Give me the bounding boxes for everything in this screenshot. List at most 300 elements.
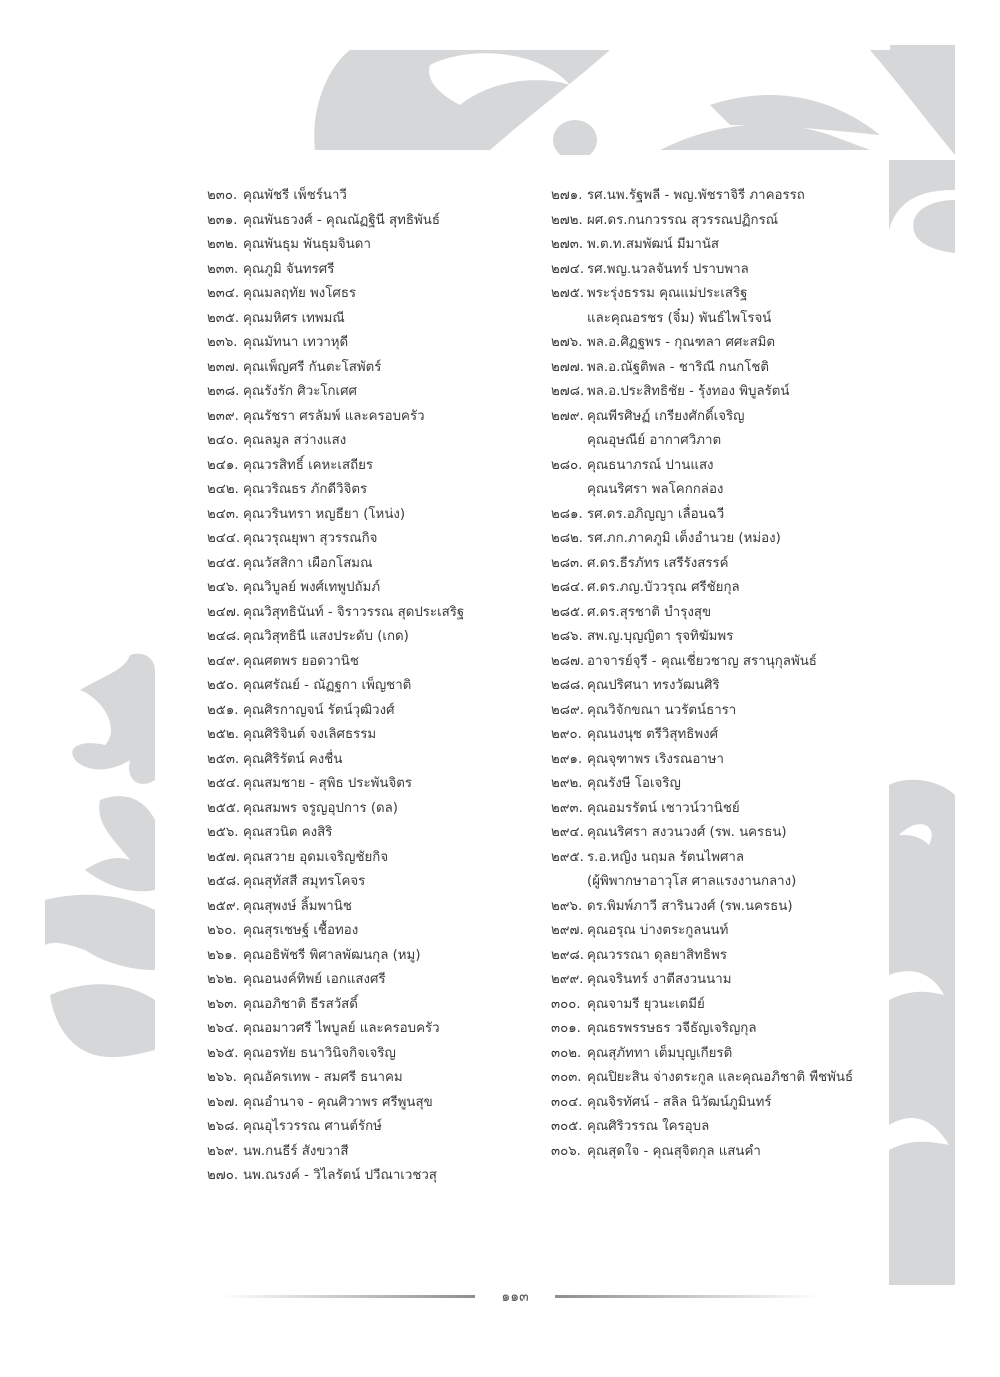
list-item — [551, 1017, 871, 1042]
donor-name: คุณศตพร ยอดวานิช — [243, 653, 359, 669]
item-number: ๒๔๓. — [207, 506, 240, 522]
donor-name: รศ.ภก.ภาคภูมิ เต็งอำนวย (หม่อง) — [587, 531, 781, 546]
donor-name: คุณนริศรา สงวนวงศ์ (รพ. นครธน) — [587, 825, 787, 840]
donor-name: คุณวรินทรา หญธียา (โหน่ง) — [243, 506, 406, 522]
list-item — [551, 772, 871, 797]
list-item — [207, 625, 537, 650]
right-lower-floral-ornament — [889, 775, 955, 1285]
donor-name: รศ.พญ.นวลจันทร์ ปราบพาล — [587, 261, 749, 277]
donor-name: นพ.กนธีร์ สังขวาสี — [243, 1143, 349, 1159]
list-item — [551, 1091, 871, 1116]
list-item — [207, 1115, 537, 1140]
item-number: ๒๗๖. — [551, 335, 583, 350]
donor-name: พล.อ.ณัฐติพล - ชาริณี กนกโชติ — [587, 359, 770, 375]
item-number: ๒๓๒. — [207, 237, 238, 252]
item-names — [243, 1066, 403, 1091]
donor-name: ศ.ดร.ภญ.บัววรุณ ศรีชัยกุล — [587, 580, 740, 595]
item-names — [243, 1115, 382, 1140]
donor-name: คุณจามรี ยุวนะเตมีย์ — [587, 996, 705, 1012]
donor-name: คุณวิบูลย์ พงศ์เทพูปถัมภ์ — [243, 580, 381, 595]
donor-name: พล.อ.ประสิทธิชัย - รุ้งทอง พิบูลรัตน์ — [587, 384, 790, 399]
item-number: ๓๐๐. — [551, 996, 581, 1012]
list-item — [207, 895, 537, 920]
item-names — [587, 1091, 772, 1116]
item-number: ๒๖๔. — [207, 1021, 239, 1036]
item-names — [587, 895, 793, 920]
item-number: ๒๓๔. — [207, 286, 240, 301]
donor-name: คุณมหิศร เทพมณี — [243, 310, 345, 326]
donor-name: คุณวัสสิกา เผือกโสมณ — [243, 555, 373, 571]
donor-name: คุณวิสุทธินันท์ - จิราวรรณ สุดประเสริฐ — [243, 604, 465, 620]
item-names — [587, 1140, 761, 1165]
page-footer — [220, 1286, 820, 1306]
item-names — [587, 282, 771, 331]
item-names — [243, 625, 409, 650]
item-number: ๒๖๖. — [207, 1070, 237, 1085]
list-item — [207, 1140, 537, 1165]
item-number: ๒๕๓. — [207, 751, 240, 767]
donor-name: รศ.ดร.อภิญญา เลื่อนฉวี — [587, 506, 725, 522]
top-floral-ornament — [310, 45, 955, 155]
list-item — [207, 184, 537, 209]
donor-name: คุณมัทนา เทวาหุดี — [243, 335, 349, 350]
item-names — [243, 1017, 440, 1042]
list-item — [551, 258, 871, 283]
list-item — [207, 601, 537, 626]
donor-name: คุณลมูล สว่างแสง — [243, 433, 347, 448]
donor-name: คุณภูมิ จันทรศรี — [243, 261, 335, 277]
page-number: ๑๑๓ — [501, 1289, 529, 1305]
list-item — [207, 1091, 537, 1116]
list-item — [551, 380, 871, 405]
item-number: ๒๖๐. — [207, 923, 237, 938]
item-number: ๒๙๘. — [551, 947, 584, 963]
donor-name: คุณศรัณย์ - ณัฏฐกา เพ็ญชาติ — [243, 678, 412, 693]
item-number: ๒๔๕. — [207, 555, 241, 571]
item-number: ๒๘๗. — [551, 653, 585, 669]
donor-name: คุณนงนุช ตรีวิสุทธิพงศ์ — [587, 727, 719, 742]
item-names — [587, 674, 720, 699]
item-names — [243, 919, 358, 944]
donor-name: คุณอุไรวรรณ ศานต์รักษ์ — [243, 1119, 382, 1134]
item-number: ๒๕๔. — [207, 776, 241, 791]
list-item — [207, 233, 537, 258]
item-names — [243, 846, 388, 871]
item-number: ๒๘๖. — [551, 629, 583, 644]
item-number: ๒๘๐. — [551, 457, 583, 473]
item-names — [587, 576, 740, 601]
list-item — [551, 919, 871, 944]
list-item — [551, 601, 871, 626]
donor-name: และคุณอรชร (จิ๋ม) พันธ์ไพโรจน์ — [587, 310, 772, 326]
list-item — [551, 552, 871, 577]
item-names — [243, 552, 372, 577]
donor-name: ร.อ.หญิง นฤมล รัตนไพศาล — [587, 849, 745, 865]
item-names — [243, 576, 380, 601]
donor-name: คุณอนงค์ทิพย์ เอกแสงศรี — [243, 972, 386, 987]
donor-name: คุณสมพร จรูญอุปการ (ดล) — [243, 800, 398, 816]
item-number: ๒๓๐. — [207, 188, 238, 203]
list-item — [551, 993, 871, 1018]
item-names — [243, 1140, 348, 1165]
item-names — [587, 748, 724, 773]
donor-name: คุณธรพรรษธร วจีธัญเจริญกุล — [587, 1021, 757, 1036]
donor-name: คุณศิรกาญจน์ รัตน์วุฒิวงศ์ — [243, 702, 395, 718]
list-item — [207, 821, 537, 846]
list-item — [551, 821, 871, 846]
item-names — [243, 405, 425, 430]
item-number: ๒๖๙. — [207, 1143, 239, 1159]
donor-name: คุณสุทัสสี สมุทรโคจร — [243, 874, 366, 889]
list-item — [207, 576, 537, 601]
donor-name: คุณวิสุทธินี แสงประดับ (เกด) — [243, 629, 409, 644]
list-item — [551, 625, 871, 650]
left-column-list — [207, 184, 537, 1189]
item-names — [587, 601, 711, 626]
donor-name: คุณจุฑาพร เริงรณอาษา — [587, 751, 725, 767]
item-number: ๒๕๕. — [207, 800, 241, 816]
list-item — [207, 919, 537, 944]
list-item — [551, 1066, 871, 1091]
donor-name: คุณสุพงษ์ ลิ้มพานิช — [243, 898, 352, 914]
donor-name: คุณจรินทร์ งาตีสงวนนาม — [587, 972, 732, 987]
item-number: ๒๕๑. — [207, 702, 239, 718]
item-names — [243, 429, 346, 454]
donor-name: คุณเพ็ญศรี กันตะโสพัตร์ — [243, 359, 382, 375]
donor-name: คุณวิจักขณา นวรัตน์ธารา — [587, 702, 737, 718]
item-number: ๒๘๔. — [551, 580, 585, 595]
item-number: ๒๔๘. — [207, 629, 241, 644]
list-item — [207, 380, 537, 405]
item-number: ๒๗๐. — [207, 1168, 239, 1183]
donor-name: คุณสุดใจ - คุณสุจิตกุล แสนคำ — [587, 1143, 761, 1159]
donor-name: คุณจิรทัศน์ - สลิล นิวัฒน์ภูมินทร์ — [587, 1094, 772, 1110]
list-item — [207, 870, 537, 895]
donor-name: คุณวริณธร ภักดีวิจิตร — [243, 482, 368, 497]
list-item — [207, 1164, 537, 1189]
donor-name: คุณศิริรัตน์ คงชื่น — [243, 751, 343, 767]
item-number: ๒๔๖. — [207, 580, 239, 595]
item-number: ๒๗๘. — [551, 384, 585, 399]
item-names — [587, 723, 718, 748]
list-item — [207, 797, 537, 822]
donor-name: คุณนริศรา พลโคกกล่อง — [587, 482, 724, 497]
item-names — [243, 380, 357, 405]
item-number: ๒๖๗. — [207, 1094, 239, 1110]
donor-name: คุณสุภัททา เต็มบุญเกียรติ — [587, 1045, 733, 1061]
list-item — [207, 405, 537, 430]
item-number: ๒๔๐. — [207, 433, 239, 448]
item-names — [587, 846, 796, 895]
list-item — [551, 405, 871, 454]
item-names — [587, 258, 749, 283]
donor-name: คุณสวนิต คงสิริ — [243, 825, 333, 840]
item-number: ๒๓๕. — [207, 310, 240, 326]
donor-name: คุณศิริวรรณ ใครอุบล — [587, 1119, 710, 1134]
item-names — [243, 723, 376, 748]
list-item — [551, 331, 871, 356]
donor-name: คุณมลฤทัย พงโศธร — [243, 286, 357, 301]
item-number: ๒๗๗. — [551, 359, 584, 375]
item-names — [243, 895, 352, 920]
item-names — [243, 478, 367, 503]
item-number: ๒๘๑. — [551, 506, 583, 522]
donor-name: พระรุ่งธรรม คุณแม่ประเสริฐ — [587, 286, 748, 301]
item-names — [587, 699, 736, 724]
donor-name: รศ.นพ.รัฐพลี - พญ.พัชราจิรี ภาคอรรถ — [587, 188, 805, 203]
list-item — [551, 576, 871, 601]
item-number: ๒๖๑. — [207, 947, 237, 963]
right-column-list — [551, 184, 871, 1164]
donor-name: คุณอัครเทพ - สมศรี ธนาคม — [243, 1070, 403, 1085]
item-number: ๒๕๗. — [207, 849, 241, 865]
item-number: ๒๙๑. — [551, 751, 583, 767]
donor-name: คุณสุรเชษฐ์ เชื้อทอง — [243, 923, 359, 938]
list-item — [207, 968, 537, 993]
item-number: ๒๙๔. — [551, 825, 584, 840]
item-number: ๒๗๓. — [551, 237, 584, 252]
item-number: ๒๗๑. — [551, 188, 583, 203]
item-names — [243, 993, 358, 1018]
list-item — [207, 258, 537, 283]
list-item — [207, 772, 537, 797]
item-number: ๒๓๙. — [207, 408, 239, 424]
item-names — [243, 307, 345, 332]
list-item — [551, 184, 871, 209]
footer-rule-left — [220, 1295, 475, 1298]
item-names — [243, 503, 405, 528]
donor-name: ศ.ดร.ธีรภัทร เสรีรังสรรค์ — [587, 555, 729, 571]
item-number: ๓๐๕. — [551, 1119, 583, 1134]
donor-name: อาจารย์จุรี - คุณเชี่ยวชาญ สรานุกุลพันธ์ — [587, 653, 817, 669]
item-number: ๒๘๒. — [551, 531, 584, 546]
donor-name: คุณอธิพัชรี พิศาลพัฒนกุล (หมู) — [243, 947, 421, 963]
item-names — [243, 772, 412, 797]
item-names — [587, 1017, 757, 1042]
list-item — [551, 503, 871, 528]
item-names — [243, 233, 371, 258]
list-item — [207, 650, 537, 675]
item-names — [587, 919, 728, 944]
item-number: ๒๙๗. — [551, 923, 584, 938]
item-names — [587, 1042, 732, 1067]
item-number: ๒๗๔. — [551, 261, 585, 277]
donor-name: คุณอรุณ บ่างตระกูลนนท์ — [587, 923, 729, 938]
item-names — [243, 331, 348, 356]
item-number: ๒๕๘. — [207, 874, 241, 889]
donor-name: คุณรังษี โอเจริญ — [587, 776, 681, 791]
donor-name: คุณรัชรา ศรลัมพ์ และครอบครัว — [243, 408, 425, 424]
list-item — [551, 209, 871, 234]
donor-name: คุณวรสิทธิ์ เคหะเสถียร — [243, 457, 374, 473]
item-number: ๒๔๑. — [207, 457, 239, 473]
list-item — [551, 282, 871, 331]
item-number: ๒๖๕. — [207, 1045, 239, 1061]
donor-name: พล.อ.ศิฏฐพร - กุณฑลา ศศะสมิต — [587, 335, 776, 350]
donor-name: คุณอภิชาติ ธีรสวัสดิ์ — [243, 996, 358, 1012]
right-upper-floral-ornament — [889, 160, 955, 253]
list-item — [207, 699, 537, 724]
list-item — [207, 723, 537, 748]
list-item — [207, 356, 537, 381]
item-names — [587, 503, 724, 528]
list-item — [207, 1042, 537, 1067]
item-number: ๒๘๘. — [551, 678, 585, 693]
donor-name: พ.ต.ท.สมพัฒน์ มีมานัส — [587, 237, 720, 252]
item-number: ๒๙๒. — [551, 776, 583, 791]
list-item — [551, 454, 871, 503]
donor-name: ดร.พิมพ์ภาวี สารินวงศ์ (รพ.นครธน) — [587, 898, 793, 914]
item-names — [587, 797, 740, 822]
item-names — [587, 1115, 709, 1140]
item-names — [587, 184, 805, 209]
list-item — [207, 307, 537, 332]
item-number: ๒๓๘. — [207, 384, 240, 399]
item-names — [587, 527, 781, 552]
item-number: ๒๓๓. — [207, 261, 239, 277]
item-number: ๒๔๗. — [207, 604, 241, 620]
donor-name: นพ.ณรงค์ - วิไลรัตน์ ปวีณาเวชวสุ — [243, 1168, 437, 1183]
item-names — [243, 1042, 396, 1067]
item-number: ๒๓๑. — [207, 212, 238, 228]
donor-name: คุณอมาวศรี ไพบูลย์ และครอบครัว — [243, 1021, 440, 1036]
item-number: ๒๕๐. — [207, 678, 239, 693]
list-item — [551, 968, 871, 993]
donor-name: คุณรังรัก ศิวะโกเศศ — [243, 384, 357, 399]
item-names — [243, 748, 342, 773]
list-item — [551, 233, 871, 258]
item-names — [587, 625, 733, 650]
item-number: ๒๘๙. — [551, 702, 584, 718]
item-number: ๓๐๓. — [551, 1070, 582, 1085]
item-names — [243, 1091, 433, 1116]
item-names — [587, 552, 729, 577]
item-names — [587, 650, 817, 675]
donor-name: ศ.ดร.สุรชาติ บำรุงสุข — [587, 604, 712, 620]
list-item — [207, 527, 537, 552]
item-names — [587, 331, 775, 356]
item-names — [243, 870, 365, 895]
donor-name: คุณวรุณยุพา สุวรรณกิจ — [243, 531, 378, 546]
item-names — [587, 968, 731, 993]
list-item — [207, 209, 537, 234]
item-names — [243, 209, 440, 234]
list-item — [551, 944, 871, 969]
list-item — [551, 846, 871, 895]
list-item — [551, 356, 871, 381]
donor-name: คุณปริศนา ทรงวัฒนศิริ — [587, 678, 720, 693]
item-number: ๒๙๙. — [551, 972, 584, 987]
donor-name: คุณพัชรี เพ็ชร์นาวี — [243, 188, 347, 203]
donor-name: คุณธนาภรณ์ ปานแสง — [587, 457, 714, 473]
donor-name: คุณอุษณีย์ อากาศวิภาต — [587, 433, 722, 448]
donor-name: คุณพีรศิษฏ์ เกรียงศักดิ์เจริญ — [587, 408, 745, 424]
item-names — [243, 601, 464, 626]
donor-name: คุณปิยะสิน จ่างตระกูล และคุณอภิชาติ พืชพันธ์ — [587, 1070, 854, 1085]
donor-name: สพ.ญ.บุญญิตา รุจทิฆัมพร — [587, 629, 734, 644]
list-item — [551, 895, 871, 920]
list-item — [551, 1042, 871, 1067]
item-number: ๒๙๖. — [551, 898, 583, 914]
list-item — [207, 429, 537, 454]
item-names — [243, 282, 356, 307]
list-item — [551, 723, 871, 748]
item-names — [243, 797, 398, 822]
item-names — [243, 650, 359, 675]
donor-name: คุณอำนาจ - คุณศิวาพร ศรีพูนสุข — [243, 1094, 433, 1110]
list-item — [551, 1140, 871, 1165]
item-names — [587, 356, 769, 381]
item-number: ๒๗๕. — [551, 286, 585, 301]
list-item — [207, 846, 537, 871]
list-item — [207, 478, 537, 503]
item-number: ๒๘๕. — [551, 604, 585, 620]
list-item — [551, 527, 871, 552]
item-names — [243, 258, 334, 283]
item-names — [243, 699, 395, 724]
item-names — [587, 1066, 853, 1091]
left-floral-ornament — [45, 650, 155, 1065]
item-number: ๒๕๖. — [207, 825, 239, 840]
list-item — [207, 282, 537, 307]
item-names — [587, 405, 744, 454]
item-number: ๒๖๓. — [207, 996, 238, 1012]
donor-name: คุณศิริจินต์ จงเลิศธรรม — [243, 727, 377, 742]
item-names — [243, 454, 373, 479]
item-names — [587, 209, 778, 234]
donor-name: คุณสวาย อุดมเจริญชัยกิจ — [243, 849, 389, 865]
donor-name: คุณวรรณา ดุลยาสิทธิพร — [587, 947, 727, 963]
donor-name: คุณอมรรัตน์ เชาวน์วานิชย์ — [587, 800, 740, 816]
list-item — [207, 1017, 537, 1042]
item-number: ๓๐๒. — [551, 1045, 582, 1061]
item-number: ๒๖๒. — [207, 972, 238, 987]
list-item — [207, 503, 537, 528]
donor-name: (ผู้พิพากษาอาวุโส ศาลแรงงานกลาง) — [587, 874, 797, 889]
item-names — [587, 772, 681, 797]
item-names — [587, 454, 723, 503]
item-names — [243, 527, 377, 552]
item-names — [587, 233, 719, 258]
item-names — [243, 944, 421, 969]
item-number: ๒๗๒. — [551, 212, 583, 228]
list-item — [207, 1066, 537, 1091]
item-names — [587, 944, 727, 969]
list-item — [551, 797, 871, 822]
item-number: ๒๗๙. — [551, 408, 584, 424]
donor-name: คุณอรทัย ธนาวินิจกิจเจริญ — [243, 1045, 396, 1061]
footer-rule-right — [555, 1295, 820, 1298]
list-item — [207, 331, 537, 356]
donor-name: คุณพันธวงศ์ - คุณณัฏฐินี สุทธิพันธ์ — [243, 212, 440, 228]
item-number: ๒๓๖. — [207, 335, 238, 350]
item-number: ๒๕๙. — [207, 898, 240, 914]
donor-name: คุณสมชาย - สุพิธ ประพันจิตร — [243, 776, 413, 791]
item-names — [243, 1164, 437, 1189]
list-item — [551, 674, 871, 699]
list-item — [207, 552, 537, 577]
item-number: ๒๙๓. — [551, 800, 583, 816]
item-number: ๒๕๒. — [207, 727, 239, 742]
item-number: ๒๘๓. — [551, 555, 584, 571]
item-number: ๒๔๒. — [207, 482, 239, 497]
list-item — [207, 944, 537, 969]
item-number: ๒๔๙. — [207, 653, 240, 669]
item-number: ๓๐๔. — [551, 1094, 583, 1110]
item-names — [587, 380, 789, 405]
list-item — [551, 650, 871, 675]
list-item — [207, 748, 537, 773]
